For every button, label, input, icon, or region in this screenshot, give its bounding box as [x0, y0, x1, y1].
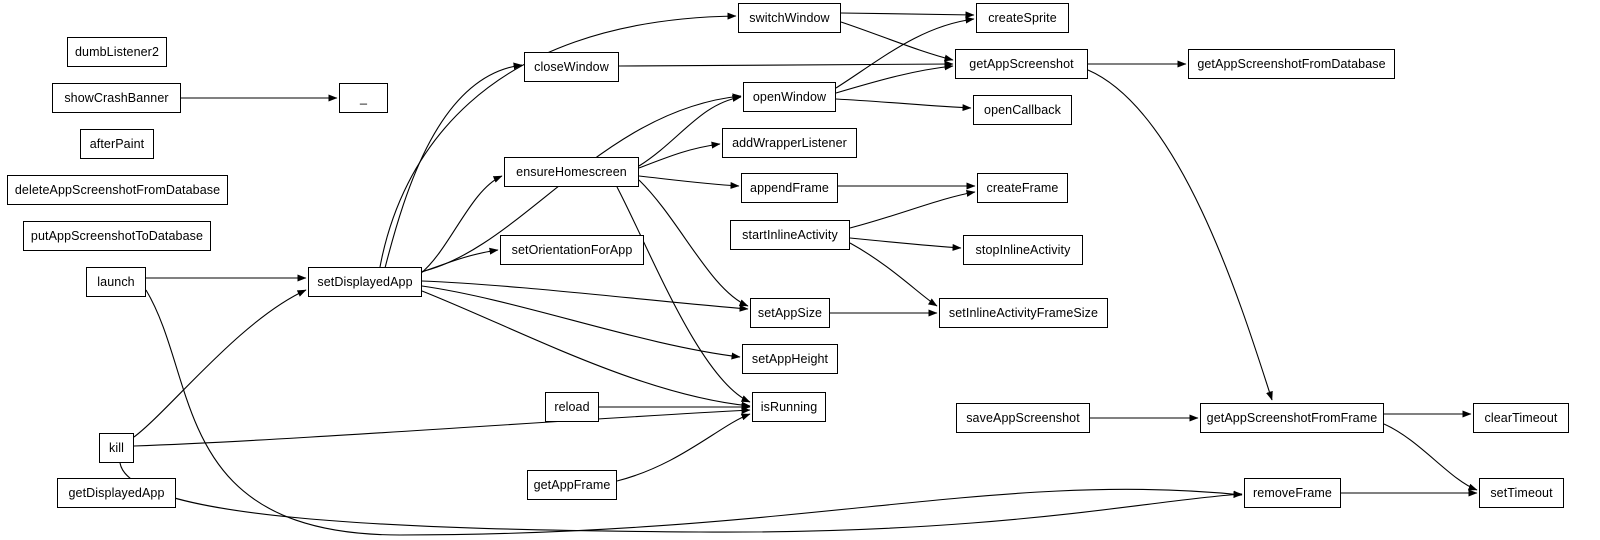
- node-label: afterPaint: [89, 136, 145, 151]
- node-appendFrame[interactable]: [741, 173, 838, 203]
- node-label: createFrame: [986, 180, 1059, 195]
- node-label: showCrashBanner: [64, 90, 169, 105]
- node-kill[interactable]: [99, 433, 134, 463]
- node-label: kill: [109, 440, 124, 455]
- node-setAppSize[interactable]: [750, 298, 830, 328]
- node-underscore[interactable]: [339, 83, 388, 113]
- node-reload[interactable]: [545, 392, 599, 422]
- node-stopInlineActivity[interactable]: [963, 235, 1083, 265]
- node-label: dumbListener2: [75, 44, 159, 59]
- node-setDisplayedApp[interactable]: [308, 267, 422, 297]
- node-label: getDisplayedApp: [68, 485, 165, 500]
- node-label: deleteAppScreenshotFromDatabase: [14, 182, 221, 197]
- node-removeFrame[interactable]: [1244, 478, 1341, 508]
- node-label: closeWindow: [534, 59, 609, 74]
- node-setTimeout[interactable]: [1479, 478, 1564, 508]
- node-getAppScreenshot[interactable]: [955, 49, 1088, 79]
- node-saveAppScreenshot[interactable]: [956, 403, 1090, 433]
- node-label: openCallback: [984, 102, 1061, 117]
- node-showCrashBanner[interactable]: [52, 83, 181, 113]
- node-putAppScreenshotToDatabase[interactable]: [23, 221, 211, 251]
- node-dumbListener2[interactable]: [67, 37, 167, 67]
- node-label: setInlineActivityFrameSize: [948, 305, 1099, 320]
- node-launch[interactable]: [86, 267, 146, 297]
- node-label: putAppScreenshotToDatabase: [30, 228, 204, 243]
- node-label: addWrapperListener: [732, 135, 847, 150]
- node-label: createSprite: [988, 10, 1057, 25]
- node-label: setDisplayedApp: [317, 274, 413, 289]
- node-openCallback[interactable]: [973, 95, 1072, 125]
- node-ensureHomescreen[interactable]: [504, 157, 639, 187]
- node-label: startInlineActivity: [742, 227, 838, 242]
- node-addWrapperListener[interactable]: [722, 128, 857, 158]
- node-openWindow[interactable]: [743, 82, 836, 112]
- node-getDisplayedApp[interactable]: [57, 478, 176, 508]
- node-label: _: [359, 90, 368, 105]
- node-label: getAppScreenshotFromDatabase: [1197, 56, 1386, 71]
- node-isRunning[interactable]: [752, 392, 826, 422]
- node-label: stopInlineActivity: [975, 242, 1071, 257]
- node-getAppFrame[interactable]: [527, 470, 617, 500]
- node-label: launch: [97, 274, 135, 289]
- node-label: openWindow: [752, 89, 827, 104]
- node-setOrientationForApp[interactable]: [500, 235, 644, 265]
- node-label: setOrientationForApp: [511, 242, 633, 257]
- node-getAppScreenshotFromFrame[interactable]: [1200, 403, 1384, 433]
- node-label: getAppScreenshotFromFrame: [1206, 410, 1378, 425]
- node-label: getAppScreenshot: [969, 56, 1074, 71]
- node-label: appendFrame: [750, 180, 829, 195]
- node-label: setTimeout: [1490, 485, 1553, 500]
- node-createFrame[interactable]: [977, 173, 1068, 203]
- node-label: removeFrame: [1253, 485, 1332, 500]
- node-switchWindow[interactable]: [738, 3, 841, 33]
- node-label: setAppSize: [757, 305, 823, 320]
- node-getAppScreenshotFromDatabase[interactable]: [1188, 49, 1395, 79]
- node-label: setAppHeight: [751, 351, 829, 366]
- node-label: saveAppScreenshot: [966, 410, 1080, 425]
- node-label: clearTimeout: [1484, 410, 1558, 425]
- node-deleteAppScreenshotFromDatabase[interactable]: [7, 175, 228, 205]
- node-label: reload: [554, 399, 590, 414]
- node-clearTimeout[interactable]: [1473, 403, 1569, 433]
- node-label: isRunning: [760, 399, 818, 414]
- node-afterPaint[interactable]: [80, 129, 154, 159]
- node-setInlineActivityFrameSize[interactable]: [939, 298, 1108, 328]
- node-createSprite[interactable]: [976, 3, 1069, 33]
- node-setAppHeight[interactable]: [742, 344, 838, 374]
- node-label: ensureHomescreen: [516, 164, 627, 179]
- node-startInlineActivity[interactable]: [730, 220, 850, 250]
- node-closeWindow[interactable]: [524, 52, 619, 82]
- node-label: getAppFrame: [533, 477, 611, 492]
- node-label: switchWindow: [749, 10, 830, 25]
